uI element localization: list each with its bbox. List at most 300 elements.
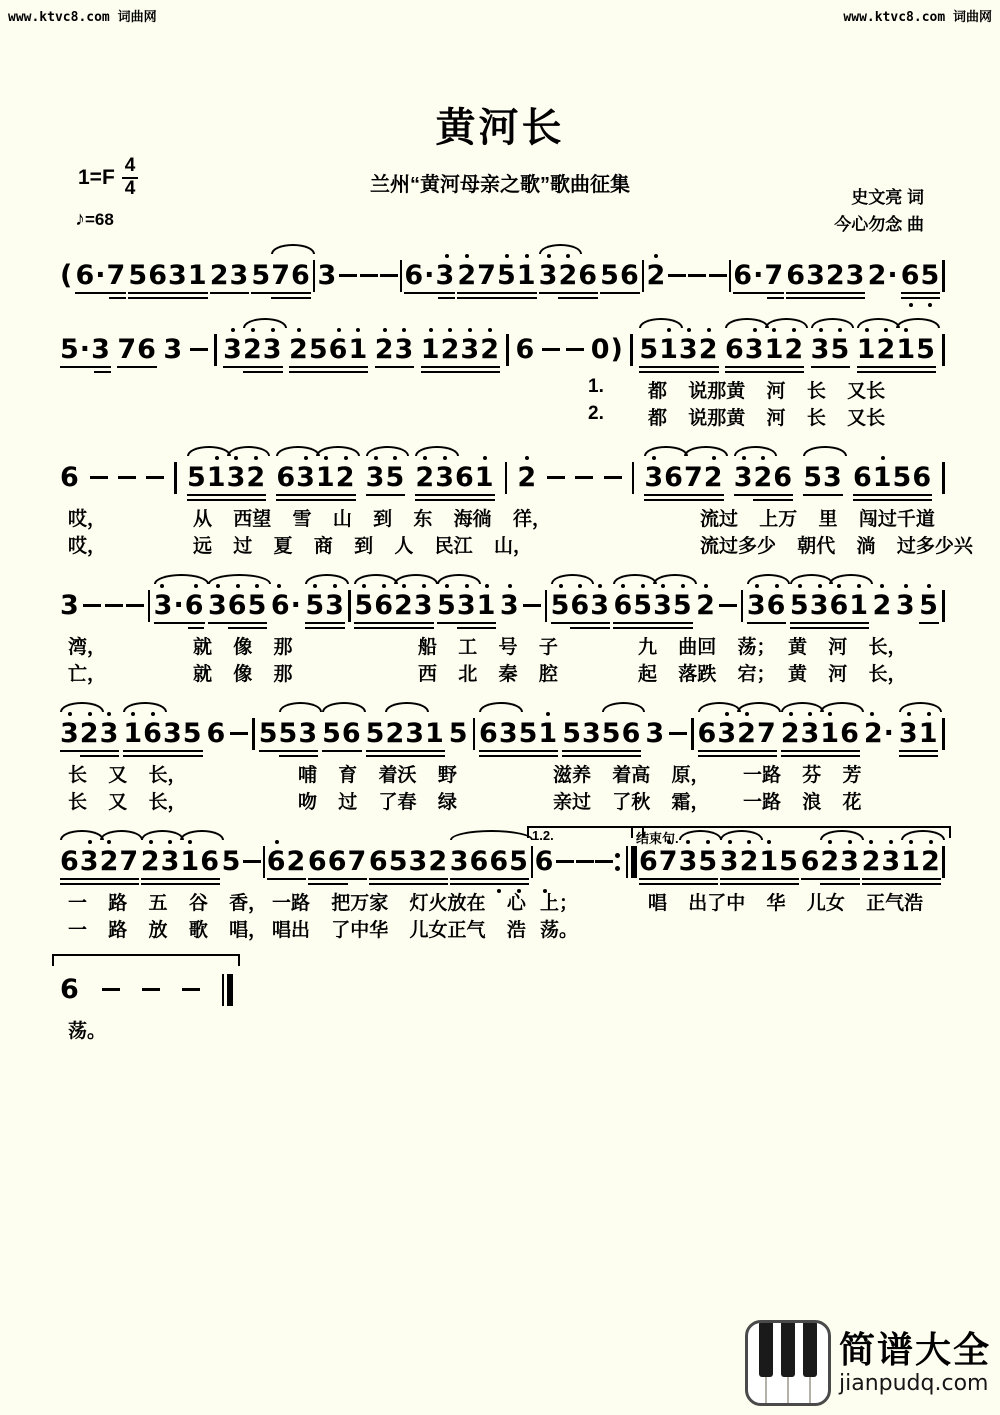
note-char: 3	[840, 846, 860, 877]
note-char: 3	[678, 846, 699, 877]
slur-arc	[653, 574, 697, 584]
note-group	[60, 592, 80, 619]
note-char: 1	[348, 334, 369, 365]
note-group	[457, 262, 536, 289]
note-char: 2	[784, 334, 805, 365]
beam-line	[208, 622, 267, 625]
note-char: 5	[550, 590, 571, 621]
octave-dot-high	[402, 328, 406, 332]
note-char: 3	[365, 462, 386, 493]
slur-arc	[154, 574, 209, 584]
note-char: 2	[140, 846, 161, 877]
note-char: 5	[278, 718, 299, 749]
note-char: 5	[601, 718, 622, 749]
octave-dot-high	[525, 456, 529, 460]
slur-arc	[829, 574, 873, 584]
octave-dot-low	[909, 303, 913, 307]
octave-dot-high	[838, 328, 842, 332]
note-group	[644, 464, 723, 491]
octave-dot-high	[927, 712, 931, 716]
octave-dot-high	[483, 456, 487, 460]
octave-dot-high	[681, 584, 685, 588]
note-char: 2	[920, 846, 941, 877]
beam-line	[60, 883, 139, 886]
octave-dot-high	[869, 840, 873, 844]
note-char: 5	[354, 590, 375, 621]
note-char: 3	[881, 846, 902, 877]
barline	[545, 590, 548, 622]
note-char: 5	[518, 718, 539, 749]
note-char: 5	[600, 260, 620, 291]
note-char: 6	[638, 846, 659, 877]
lyric-segment: 黄 河 长，	[788, 637, 907, 658]
beam-line	[259, 750, 318, 753]
octave-dot-high	[808, 712, 812, 716]
score	[60, 240, 973, 1055]
lyric-segment: 一 路 放 歌 唱，	[68, 920, 268, 941]
note-char: ·	[95, 260, 107, 291]
slur-arc	[820, 702, 864, 712]
partial-beam	[753, 499, 793, 502]
lyric-line	[60, 504, 945, 531]
note-char: 5	[247, 590, 268, 621]
duration-dash	[576, 860, 594, 863]
octave-dot-high	[712, 456, 716, 460]
note-char: 6	[276, 462, 297, 493]
duration-dash	[243, 860, 261, 863]
beam-line	[366, 755, 445, 758]
note-char: 2	[99, 846, 120, 877]
note-group	[500, 592, 520, 619]
note-char: 5	[672, 590, 693, 621]
note-char: 7	[477, 260, 497, 291]
slur-arc	[479, 702, 523, 712]
octave-dot-high	[275, 840, 279, 844]
slur-arc	[551, 574, 595, 584]
partial-beam	[271, 297, 311, 300]
slur-arc	[227, 446, 271, 456]
slur-arc	[141, 830, 185, 840]
note-group	[289, 336, 368, 363]
note-char: 1	[759, 846, 780, 877]
duration-dash	[547, 476, 565, 479]
note-char: 1	[425, 718, 445, 749]
lyric-line	[60, 403, 945, 430]
slur-arc	[123, 702, 167, 712]
beam-line	[60, 366, 111, 369]
octave-dot-high	[488, 328, 492, 332]
lyric-segment: 远 过 夏 商 到 人 民江 山，	[193, 536, 532, 557]
note-char: 6	[724, 334, 745, 365]
note-group	[208, 592, 267, 619]
partial-beam	[570, 627, 610, 630]
note-char: 3	[91, 334, 111, 365]
note-group	[187, 464, 266, 491]
note-char: 6	[840, 718, 860, 749]
lyric-segment: 长 又 长，	[68, 792, 187, 813]
note-char: 2	[703, 462, 724, 493]
note-char: 1	[206, 462, 227, 493]
beam-line	[267, 878, 307, 881]
note-char: 2	[867, 260, 888, 291]
time-signature	[122, 156, 139, 200]
footer-site-url: jianpudq.com	[839, 1370, 989, 1396]
note-group	[223, 336, 282, 363]
music-line	[60, 240, 945, 302]
slur-arc	[896, 318, 940, 328]
lyric-segment: 2.	[588, 403, 604, 424]
note-char: 2	[289, 334, 309, 365]
slur-arc	[305, 574, 349, 584]
note-group	[539, 262, 598, 289]
slur-arc	[737, 702, 781, 712]
beam-line	[154, 622, 205, 625]
beam-line	[899, 755, 939, 758]
note-group	[322, 720, 362, 747]
slur-arc	[613, 574, 657, 584]
beam-line	[366, 750, 445, 753]
duration-dash	[688, 274, 706, 277]
note-char: 2	[242, 334, 263, 365]
beam-line	[457, 297, 536, 300]
note-char: 7	[271, 260, 292, 291]
time-signature-bottom: 4	[124, 177, 136, 199]
note-group	[853, 464, 932, 491]
note-group	[437, 592, 496, 619]
watermark-top-left: www.ktvc8.com 词曲网	[8, 10, 157, 25]
octave-dot-high	[505, 254, 509, 258]
note-char: 5	[698, 846, 719, 877]
lyric-segment: 就 像 那	[193, 664, 293, 685]
note-group	[591, 336, 624, 363]
note-char: 6	[291, 260, 311, 291]
note-char: 1	[918, 718, 939, 749]
duration-dash	[709, 274, 727, 277]
barline	[214, 334, 217, 366]
credits	[834, 184, 924, 238]
note-char: 5	[919, 590, 939, 621]
slur-arc	[639, 318, 683, 328]
beam-line	[450, 883, 529, 886]
octave-dot-high	[652, 456, 656, 460]
slur-arc	[415, 446, 459, 456]
octave-dot-high	[881, 456, 885, 460]
octave-dot-high	[465, 254, 469, 258]
note-group	[515, 336, 535, 363]
note-group	[645, 720, 665, 747]
note-char: 1	[476, 590, 497, 621]
octave-dot-high	[848, 840, 852, 844]
octave-dot-high	[422, 584, 426, 588]
duration-dash	[566, 348, 584, 351]
note-char: 6	[60, 974, 80, 1005]
note-char: 5	[830, 334, 851, 365]
note-group	[899, 720, 939, 747]
slur-arc	[899, 702, 943, 712]
lyric-line	[60, 915, 945, 942]
note-group	[60, 336, 111, 363]
octave-dot-high	[402, 584, 406, 588]
note-char: 3	[644, 462, 665, 493]
note-char: 2	[739, 846, 760, 877]
slur-arc	[765, 318, 809, 328]
octave-dot-high	[621, 584, 625, 588]
note-group	[308, 848, 367, 875]
slur-arc	[803, 446, 847, 456]
note-char: 1	[764, 334, 785, 365]
note-char: 5	[308, 334, 329, 365]
slur-arc	[243, 318, 287, 328]
partial-beam	[109, 297, 126, 300]
slur-arc	[354, 574, 398, 584]
beam-line	[415, 499, 494, 502]
note-icon: ♪	[75, 208, 85, 230]
note-char: 7	[683, 462, 704, 493]
slur-arc	[684, 446, 728, 456]
octave-dot-high	[304, 456, 308, 460]
beam-line	[251, 292, 310, 295]
lyric-segment: 荡。	[540, 920, 579, 941]
note-char: 5	[258, 718, 279, 749]
note-group	[60, 262, 73, 289]
duration-dash	[126, 604, 144, 607]
note-char: 6	[143, 718, 163, 749]
duration-dash	[595, 860, 613, 863]
repeat-barline	[615, 846, 638, 878]
piano-keys-icon	[745, 1320, 831, 1406]
barline	[348, 590, 351, 622]
note-group	[207, 720, 227, 747]
beam-line	[899, 750, 939, 753]
note-char: 3	[845, 260, 866, 291]
beam-line	[457, 292, 536, 295]
note-char: 3	[160, 846, 181, 877]
octave-dot-high	[857, 584, 861, 588]
volta-bracket	[527, 826, 644, 843]
beam-line	[404, 292, 455, 295]
beam-line	[354, 622, 433, 625]
octave-dot-high	[880, 584, 884, 588]
beam-line	[725, 366, 804, 369]
slur-arc	[811, 318, 855, 328]
note-group	[210, 262, 250, 289]
octave-dot-high	[755, 584, 759, 588]
lyric-segment: 唱出 了中华 儿女正气 浩	[272, 920, 526, 941]
beam-line	[720, 878, 799, 881]
note-char: 3	[733, 462, 754, 493]
note-char: 7	[106, 260, 127, 291]
note-char: 1	[820, 718, 841, 749]
lyric-segment: 长 又 长，	[68, 765, 187, 786]
repeat-dot	[615, 853, 620, 858]
note-char: 5	[388, 846, 409, 877]
note-char: 1	[123, 718, 144, 749]
note-char: 3	[898, 718, 919, 749]
slur-arc	[734, 446, 778, 456]
octave-dot-high	[107, 712, 111, 716]
octave-dot-high	[337, 328, 341, 332]
beam-line	[479, 755, 558, 758]
beam-line	[639, 371, 718, 374]
note-char: 2	[820, 846, 841, 877]
octave-dot-high	[188, 840, 192, 844]
note-char: ·	[79, 334, 92, 365]
note-char: ·	[753, 260, 765, 291]
octave-dot-high	[546, 712, 550, 716]
note-char: 5	[448, 718, 469, 749]
note-char: 5	[365, 718, 386, 749]
note-char: 6	[664, 462, 684, 493]
lyric-segment: 吻 过 了春 绿	[298, 792, 457, 813]
note-char: 3	[298, 718, 319, 749]
octave-dot-high	[297, 328, 301, 332]
note-char: 1	[896, 334, 917, 365]
octave-dot-high	[68, 712, 72, 716]
note-char: 6	[328, 334, 349, 365]
beam-line	[421, 371, 500, 374]
note-char: 2	[440, 334, 461, 365]
tempo-value: =68	[85, 210, 114, 229]
duration-dash	[542, 348, 560, 351]
note-char: 6	[200, 846, 220, 877]
note-char: 1	[901, 846, 921, 877]
note-group	[639, 848, 718, 875]
note-char: 5	[789, 590, 810, 621]
note-char: 6	[515, 334, 536, 365]
note-group	[720, 848, 799, 875]
barline	[400, 260, 403, 292]
note-char: 3	[229, 260, 250, 291]
beam-line	[123, 755, 202, 758]
note-char: 3	[296, 462, 316, 493]
note-group	[276, 464, 355, 491]
lyric-line	[60, 760, 945, 787]
note-char: 6	[266, 846, 287, 877]
beam-line	[698, 755, 777, 758]
slur-arc	[276, 446, 320, 456]
octave-dot-high	[445, 254, 449, 258]
note-group	[421, 336, 500, 363]
beam-line	[600, 292, 640, 295]
note-char: 7	[756, 718, 777, 749]
octave-dot-high	[383, 328, 387, 332]
octave-dot-high	[907, 712, 911, 716]
volta-bracket	[52, 954, 240, 966]
note-char: 7	[658, 846, 679, 877]
slur-arc	[322, 702, 366, 712]
song-subtitle: 兰州“黄河母亲之歌”歌曲征集	[370, 174, 630, 196]
note-group	[781, 720, 860, 747]
note-char: 6	[733, 260, 754, 291]
note-group	[354, 592, 433, 619]
note-char: 3	[581, 718, 602, 749]
octave-dot-high	[448, 328, 452, 332]
beam-line	[786, 292, 865, 295]
note-group	[369, 848, 448, 875]
lyric-line	[60, 787, 945, 814]
beam-line	[369, 883, 448, 886]
thin-bar	[222, 974, 225, 1006]
note-char: 3	[717, 718, 738, 749]
octave-dot-high	[767, 840, 771, 844]
note-char: 5	[437, 590, 457, 621]
note-group	[305, 592, 345, 619]
barline	[942, 334, 945, 366]
note-group	[801, 848, 860, 875]
lyric-line	[60, 632, 945, 659]
duration-dash	[83, 604, 101, 607]
beam-line	[786, 297, 865, 300]
duration-dash	[669, 732, 687, 735]
octave-dot-high	[753, 328, 757, 332]
beam-line	[562, 750, 641, 753]
beam-line	[369, 878, 448, 881]
note-char: 6	[489, 846, 510, 877]
beam-line	[720, 883, 799, 886]
lyric-segment: 都 说那黄 河 长 又长	[648, 408, 886, 429]
note-char: 3	[895, 590, 916, 621]
octave-dot-high	[88, 840, 92, 844]
note-char: 3	[262, 334, 283, 365]
note-char: 2	[863, 718, 884, 749]
lyric-line	[60, 1016, 945, 1043]
note-char: 1	[315, 462, 336, 493]
note-group	[75, 262, 126, 289]
duration-dash	[90, 476, 108, 479]
note-group	[479, 720, 558, 747]
slur-arc	[60, 830, 104, 840]
note-char: 3	[79, 846, 100, 877]
note-group	[919, 592, 939, 619]
music-line	[60, 442, 945, 504]
partial-beam	[558, 297, 598, 300]
barline	[174, 462, 177, 494]
lyric-segment: 九 曲回 荡；	[638, 637, 776, 658]
octave-dot-high	[277, 584, 281, 588]
lyric-segment: 哺 育 着沃 野	[298, 765, 457, 786]
note-char: 3	[223, 334, 243, 365]
barline	[148, 590, 151, 622]
note-char: 1	[474, 462, 495, 493]
note-char: 3	[719, 846, 740, 877]
note-group	[734, 464, 793, 491]
lyric-segment: 西 北 秦 腔	[418, 664, 558, 685]
beam-line	[123, 750, 202, 753]
key-signature	[78, 156, 138, 200]
note-char: ·	[290, 590, 302, 621]
beam-line	[187, 499, 266, 502]
note-char: 2	[480, 334, 500, 365]
octave-dot-high	[216, 584, 220, 588]
octave-dot-high	[443, 456, 447, 460]
lyric-segment: 起 落跌 宕；	[638, 664, 776, 685]
octave-dot-high	[313, 584, 317, 588]
octave-dot-high	[578, 584, 582, 588]
system	[60, 240, 945, 302]
note-char: 6	[578, 260, 599, 291]
note-group	[803, 464, 843, 491]
system	[60, 314, 945, 430]
octave-dot-high	[884, 328, 888, 332]
octave-dot-high	[661, 584, 665, 588]
system	[60, 698, 945, 814]
octave-dot-high	[324, 456, 328, 460]
octave-dot-high	[251, 328, 255, 332]
note-char: 5	[305, 590, 326, 621]
octave-dot-high	[149, 840, 153, 844]
beam-line	[308, 878, 367, 881]
note-char: 3	[60, 718, 80, 749]
